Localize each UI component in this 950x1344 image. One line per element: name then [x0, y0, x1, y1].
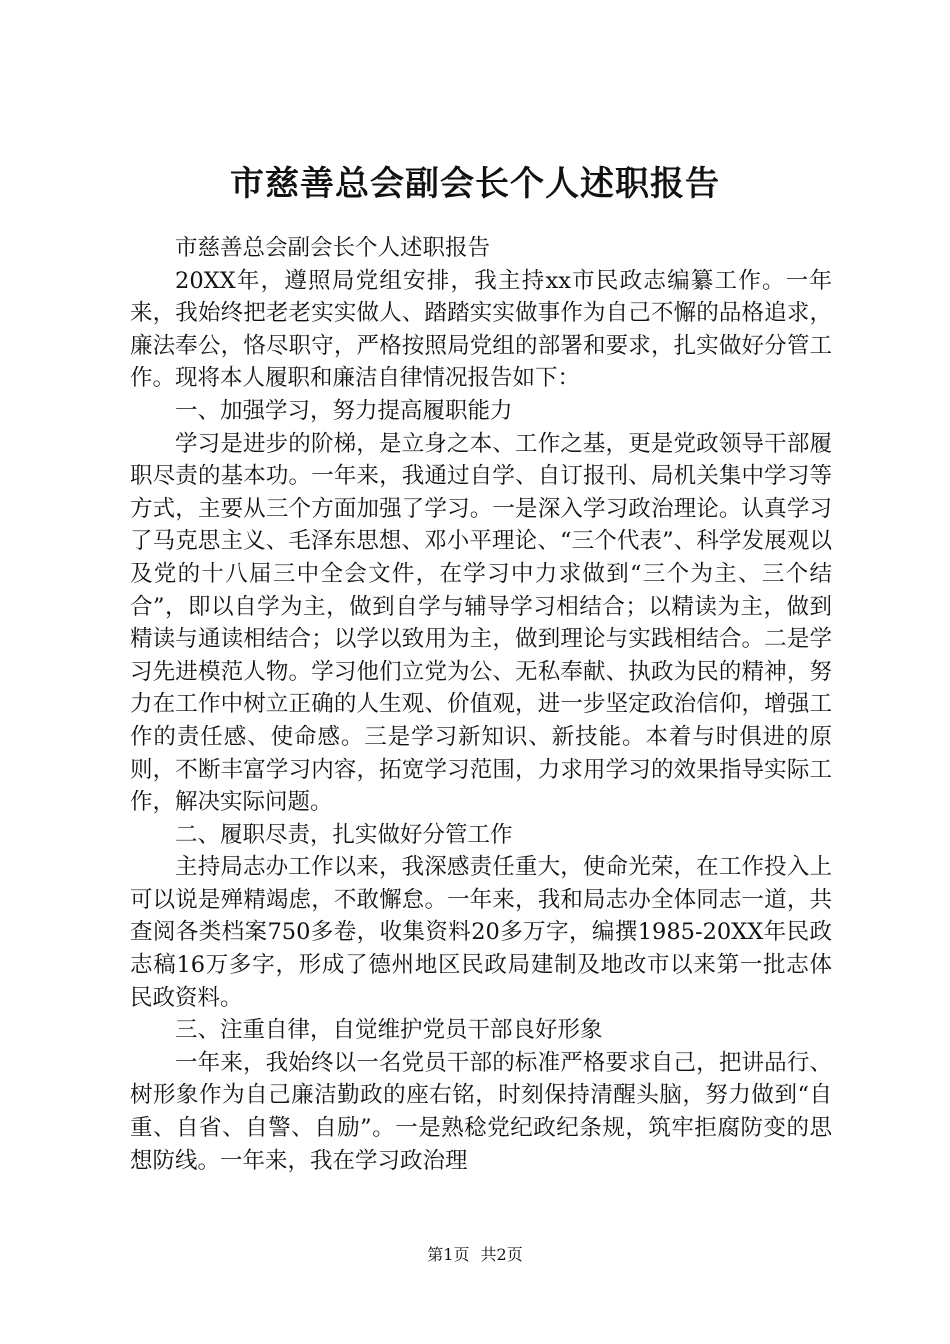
paragraph-subtitle: 市慈善总会副会长个人述职报告 [175, 235, 491, 261]
section-heading-1: 一、加强学习，努力提高履职能力 [175, 397, 513, 424]
document-body [130, 232, 832, 1177]
section-heading-2: 二、履职尽责，扎实做好分管工作 [175, 821, 513, 848]
section-heading-3: 三、注重自律，自觉维护党员干部良好形象 [175, 1017, 603, 1044]
paragraph-duties: 主持局志办工作以来，我深感责任重大，使命光荣，在工作投入上可以说是殚精竭虑，不敢懈怠。一年来，我和局志办全体同志一道，共查阅各类档案750多卷，收集资料20多万字，编撰1985-20XX年民政志稿16万多字，形成了德州地区民政局建制及地改市以来第一批志体民政资料。 [130, 854, 832, 1011]
paragraph-study: 学习是进步的阶梯，是立身之本、工作之基，更是党政领导干部履职尽责的基本功。一年来，我通过自学、自订报刊、局机关集中学习等方式，主要从三个方面加强了学习。一是深入学习政治理论。认真学习了马克思主义、毛泽东思想、邓小平理论、“三个代表”、科学发展观以及党的十八届三中全会文件，在学习中力求做到“三个为主、三个结合”，即以自学为主，做到自学与辅导学习相结合；以精读为主，做到精读与通读相结合；以学以致用为主，做到理论与实践相结合。二是学习先进模范人物。学习他们立党为公、无私奉献、执政为民的精神，努力在工作中树立正确的人生观、价值观，进一步坚定政治信仰，增强工作的责任感、使命感。三是学习新知识、新技能。本着与时俱进的原则，不断丰富学习内容，拓宽学习范围，力求用学习的效果指导实际工作，解决实际问题。 [130, 430, 832, 816]
paragraph-intro: 20XX年，遵照局党组安排，我主持xx市民政志编纂工作。一年来，我始终把老老实实做人、踏踏实实做事作为自己不懈的品格追求，廉法奉公，恪尽职守，严格按照局党组的部署和要求，扎实做好分管工作。现将本人履职和廉洁自律情况报告如下： [130, 267, 832, 392]
page-number: 第1页 [427, 1245, 470, 1264]
document-title: 市慈善总会副会长个人述职报告 [230, 164, 720, 204]
paragraph-self-discipline: 一年来，我始终以一名党员干部的标准严格要求自己，把讲品行、树形象作为自己廉洁勤政的座右铭，时刻保持清醒头脑，努力做到“自重、自省、自警、自励”。一是熟稔党纪政纪条规，筑牢拒腐防变的思想防线。一年来，我在学习政治理 [130, 1049, 832, 1174]
page-footer [0, 1243, 950, 1267]
page-total: 共2页 [480, 1245, 523, 1264]
